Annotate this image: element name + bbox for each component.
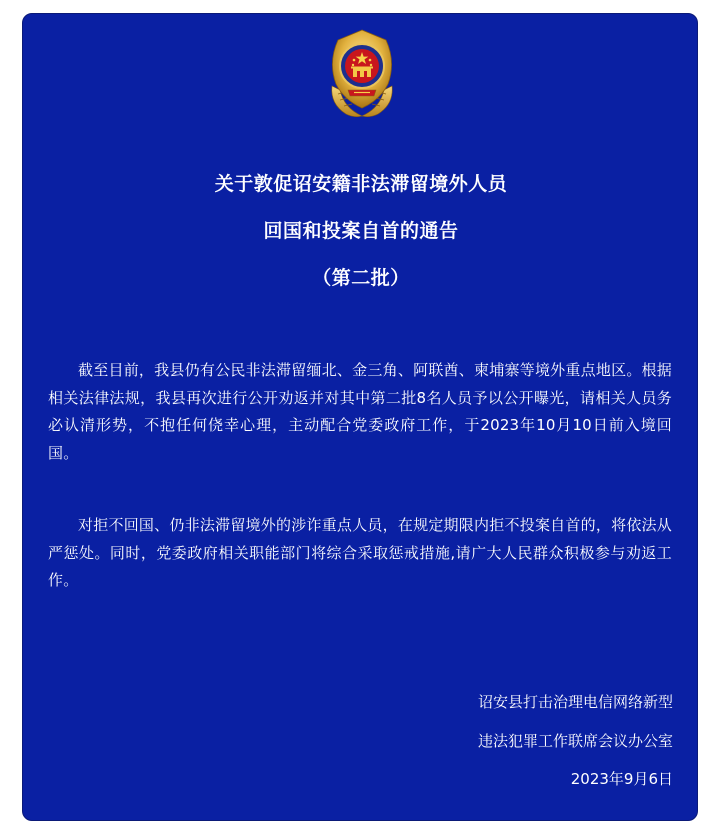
notice-paragraph: 截至目前，我县仍有公民非法滞留缅北、金三角、阿联酋、柬埔寨等境外重点地区。根据相关法律法规，我县再次进行公开劝返并对其中第二批8名人员予以公开曝光，请相关人员务必认清形势，不抱任何侥幸心理，主动配合党委政府工作，于2023年10月10日前入境回国。 bbox=[48, 361, 672, 462]
notice-title-line-3: （第二批） bbox=[312, 267, 410, 289]
signature-line-2: 违法犯罪工作联席会议办公室 bbox=[477, 732, 673, 750]
notice-card bbox=[22, 13, 698, 821]
notice-title-line-2: 回国和投案自首的通告 bbox=[263, 220, 459, 242]
notice-paragraph: 对拒不回国、仍非法滞留境外的涉诈重点人员，在规定期限内拒不投案自首的，将依法从严惩处。同时，党委政府相关职能部门将综合采取惩戒措施,请广大人民群众积极参与劝返工作。 bbox=[48, 516, 672, 589]
police-emblem-icon bbox=[324, 28, 400, 120]
signature-line-1: 诏安县打击治理电信网络新型 bbox=[477, 693, 673, 711]
notice-title-line-1: 关于敦促诏安籍非法滞留境外人员 bbox=[214, 173, 508, 195]
notice-date: 2023年9月6日 bbox=[570, 770, 673, 788]
